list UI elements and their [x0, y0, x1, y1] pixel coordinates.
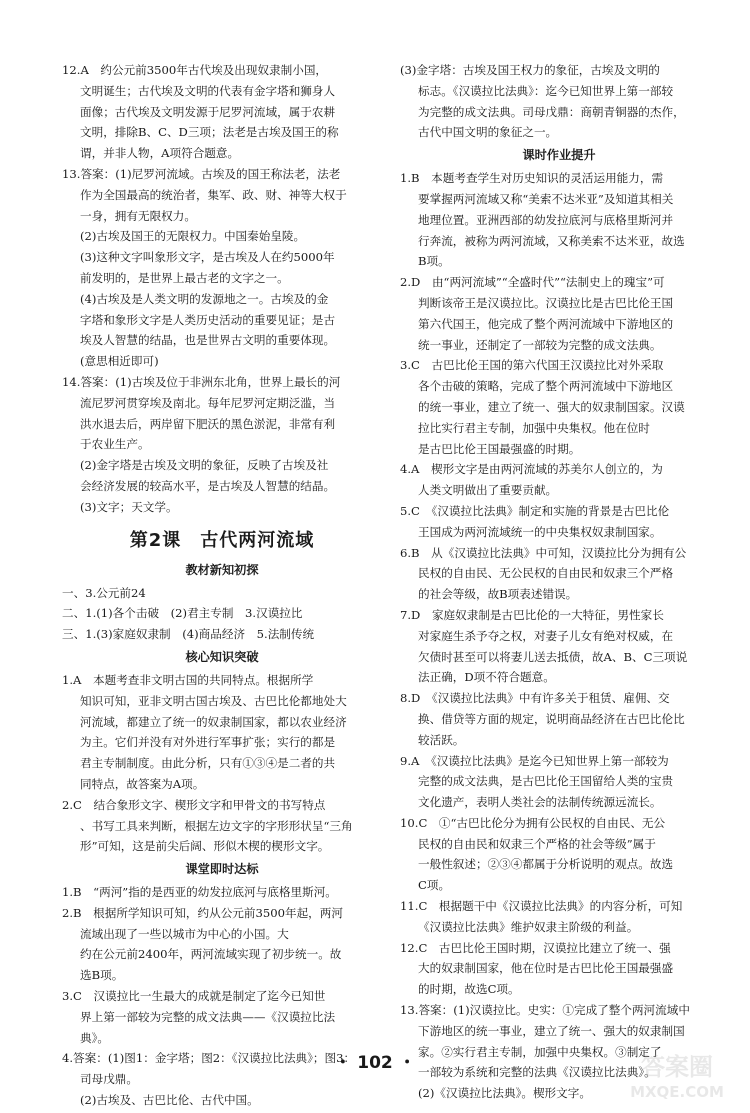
answer-line: 换、借贷等方面的规定，说明商品经济在古巴比伦比: [418, 711, 685, 726]
answer-line: 8.D 《汉谟拉比法典》中有许多关于租赁、雇佣、交: [400, 691, 670, 706]
answer-line: 约在公元前2400年，两河流域实现了初步统一。故: [80, 947, 342, 962]
text-line: (3)金字塔：古埃及国王权力的象征，古埃及文明的: [400, 63, 660, 77]
text-line: 二、1.(1)各个击破 (2)君主专制 3.汉谟拉比: [62, 606, 303, 621]
answer-line: 文明，排除B、C、D三项；法老是古埃及国王的称: [80, 125, 339, 140]
answer-item: [62, 164, 382, 372]
answer-line: 民权的自由民和奴隶三个严格的社会等级”属于: [418, 836, 656, 851]
answer-line: 完整的成文法典，是古巴比伦王国留给人类的宝贵: [418, 774, 674, 789]
answer-line: 10.C ①“古巴比伦分为拥有公民权的自由民、无公: [400, 815, 666, 830]
answer-line: 对家庭生杀予夺之权，对妻子儿女有绝对权威，在: [418, 628, 674, 643]
answer-line: 人类文明做出了重要贡献。: [418, 483, 558, 498]
answer-line: 同特点，故答案为A项。: [80, 776, 205, 791]
answer-line: 会经济发展的较高水平，是古埃及人智慧的结晶。: [80, 478, 336, 493]
answer-item: [400, 272, 718, 355]
answer-line: 前发明的，是世界上最古老的文字之一。: [80, 270, 289, 285]
answer-line: 知识可知，亚非文明古国古埃及、古巴比伦都地处大: [80, 693, 347, 708]
answer-line: (3)文字；天文学。: [80, 499, 178, 514]
answer-line: 作为全国最高的统治者，集军、政、财、神等大权于: [80, 187, 347, 202]
answer-line: 河流域，都建立了统一的奴隶制国家，都以农业经济: [80, 714, 347, 729]
answer-line: (2)《汉谟拉比法典》。楔形文字。: [418, 1086, 591, 1101]
answer-line: (3)这种文字叫象形文字，是古埃及人在约5000年: [80, 250, 335, 265]
answer-line: 法正确，D项不符合题意。: [418, 670, 555, 685]
answer-line: (4)古埃及是人类文明的发源地之一。古埃及的金: [80, 291, 329, 306]
left-column: [62, 60, 382, 1111]
right-column: [400, 60, 718, 1104]
answer-item: [62, 882, 382, 903]
answer-line: 13.答案：(1)汉谟拉比。史实：①完成了整个两河流域中: [400, 1003, 690, 1018]
answer-line: 一身，拥有无限权力。: [80, 208, 196, 223]
answer-line: (意思相近即可): [80, 354, 159, 369]
answer-line: 大的奴隶制国家，他在位时是古巴比伦王国最强盛: [418, 961, 674, 976]
section-title-homework: 课时作业提升: [522, 148, 596, 163]
answer-line: 1.A 本题考查非文明古国的共同特点。根据所学: [62, 672, 314, 687]
section-title-core-knowledge: 核心知识突破: [185, 649, 259, 664]
answer-line: 、书写工具来判断，根据左边文字的字形形状呈“三角: [80, 818, 353, 833]
answer-line: 12.C 古巴比伦王国时期，汉谟拉比建立了统一、强: [400, 940, 671, 955]
answer-line: (2)古埃及、古巴比伦、古代中国。: [80, 1093, 259, 1108]
answer-item: [400, 938, 718, 1000]
answer-line: 的社会等级，故B项表述错误。: [418, 587, 578, 602]
answer-item: [62, 372, 382, 518]
watermark-logo: [618, 1045, 736, 1105]
answer-line: 王国成为两河流域统一的中央集权奴隶制国家。: [418, 524, 662, 539]
answer-line: 行奔流，被称为两河流域，又称美索不达米亚，故选: [418, 233, 685, 248]
answer-line: 下游地区的统一事业，建立了统一、强大的奴隶制国: [418, 1023, 685, 1038]
answer-line: (2)金字塔是古埃及文明的象征，反映了古埃及社: [80, 458, 329, 473]
answer-item: [400, 501, 718, 543]
answer-line: 谓，并非人物，A项符合题意。: [80, 146, 240, 161]
answer-line: 3.C 汉谟拉比一生最大的成就是制定了迄今已知世: [62, 989, 326, 1004]
answer-line: 要掌握两河流域又称“美索不达米亚”及知道其相关: [418, 191, 674, 206]
answer-item: [62, 60, 382, 164]
answer-item: [400, 605, 718, 688]
answer-line: 为主。它们并没有对外进行军事扩张；实行的都是: [80, 735, 336, 750]
answer-line: 第六代国王，他完成了整个两河流域中下游地区的: [418, 316, 674, 331]
watermark-text-top: 答案圈: [641, 1053, 713, 1081]
answer-line: 一般性叙述；②③④都属于分析说明的观点。故选: [418, 857, 674, 872]
answer-item: [400, 751, 718, 813]
answer-line: 面像；古代埃及文明发源于尼罗河流域，属于农耕: [80, 104, 336, 119]
right-top-lines: [400, 60, 718, 143]
answer-item: [400, 459, 718, 501]
right-items: [400, 168, 718, 1104]
text-line: 三、1.(3)家庭奴隶制 (4)商品经济 5.法制传统: [62, 627, 315, 642]
answer-line: 典》。: [80, 1030, 109, 1045]
answer-item: [400, 896, 718, 938]
answer-line: 9.A 《汉谟拉比法典》是迄今已知世界上第一部较为: [400, 753, 669, 768]
section-title-class-practice: 课堂即时达标: [185, 862, 259, 877]
section1-lines: [62, 583, 382, 645]
section3-items: [62, 882, 382, 1111]
answer-line: 司母戊鼎。: [80, 1072, 138, 1087]
answer-line: 7.D 家庭奴隶制是古巴比伦的一大特征，男性家长: [400, 607, 664, 622]
text-line: 为完整的成文法典。司母戊鼎：商朝青铜器的杰作，: [418, 104, 685, 119]
answer-line: 的时期，故选C项。: [418, 982, 520, 997]
answer-line: 4.答案：(1)图1：金字塔；图2：《汉谟拉比法典》；图3：: [62, 1051, 356, 1066]
answer-line: 流域出现了一些以城市为中心的小国。大: [80, 926, 289, 941]
answer-line: 11.C 根据题干中《汉谟拉比法典》的内容分析，可知: [400, 899, 683, 914]
answer-line: 3.C 古巴比伦王国的第六代国王汉谟拉比对外采取: [400, 358, 664, 373]
answer-line: 界上第一部较为完整的成文法典——《汉谟拉比法: [80, 1009, 336, 1024]
answer-line: 4.A 楔形文字是由两河流域的苏美尔人创立的，为: [400, 462, 663, 477]
text-line: 标志。《汉谟拉比法典》：迄今已知世界上第一部较: [418, 83, 674, 98]
answer-line: 洪水退去后，两岸留下肥沃的黑色淤泥，非常有利: [80, 416, 336, 431]
answer-item: [400, 168, 718, 272]
answer-line: 6.B 从《汉谟拉比法典》中可知，汉谟拉比分为拥有公: [400, 545, 687, 560]
answer-line: 14.答案：(1)古埃及位于非洲东北角，世界上最长的河: [62, 374, 341, 389]
answer-line: 5.C 《汉谟拉比法典》制定和实施的背景是古巴比伦: [400, 503, 670, 518]
answer-line: C项。: [418, 878, 451, 893]
answer-line: 文明诞生；古代埃及文明的代表有金字塔和狮身人: [80, 83, 336, 98]
section2-items: [62, 670, 382, 857]
page-number: ・ 102 ・: [334, 1053, 416, 1073]
answer-line: 1.B 本题考查学生对历史知识的灵活运用能力，需: [400, 171, 664, 186]
text-line: 古代中国文明的象征之一。: [418, 125, 558, 140]
answer-line: 流尼罗河贯穿埃及南北。每年尼罗河定期泛滥，当: [80, 395, 336, 410]
answer-line: 民权的自由民、无公民权的自由民和奴隶三个严格: [418, 566, 674, 581]
answer-line: 12.A 约公元前3500年古代埃及出现奴隶制小国，: [62, 63, 328, 77]
answer-item: [62, 670, 382, 795]
answer-item: [62, 795, 382, 857]
answer-item: [400, 688, 718, 750]
answer-line: 的统一事业，建立了统一、强大的奴隶制国家。汉谟: [418, 399, 685, 414]
answer-line: 地理位置。亚洲西部的幼发拉底河与底格里斯河并: [418, 212, 674, 227]
answer-line: 于农业生产。: [80, 437, 150, 452]
answer-line: 统一事业，还制定了一部较为完整的成文法典。: [418, 337, 662, 352]
answer-line: (2)古埃及国王的无限权力。中国秦始皇陵。: [80, 229, 306, 244]
answer-line: 拉比实行君主专制，加强中央集权。他在位时: [418, 420, 650, 435]
answer-line: 2.C 结合象形文字、楔形文字和甲骨文的书写特点: [62, 797, 326, 812]
answer-line: 家。②实行君主专制，加强中央集权。③制定了: [418, 1044, 662, 1059]
answer-line: 选B项。: [80, 968, 124, 983]
answer-line: 是古巴比伦王国最强盛的时期。: [418, 441, 581, 456]
answer-line: 形”可知，这是前尖后阔、形似木楔的楔形文字。: [80, 839, 330, 854]
answer-line: 1.B “两河”指的是西亚的幼发拉底河与底格里斯河。: [62, 885, 337, 900]
answer-line: 13.答案：(1)尼罗河流域。古埃及的国王称法老，法老: [62, 166, 341, 181]
answer-line: 埃及人智慧的结晶，也是世界古文明的重要体现。: [80, 333, 336, 348]
watermark-text-bottom: MXQE.COM: [630, 1083, 724, 1101]
lesson-title: 第2课 古代两河流域: [129, 529, 315, 551]
answer-item: [62, 903, 382, 986]
answer-line: 君主专制制度。由此分析，只有①③④是二者的共: [80, 756, 336, 771]
answer-line: 文化遗产，表明人类社会的法制传统源远流长。: [418, 795, 662, 810]
answer-line: 2.B 根据所学知识可知，约从公元前3500年起，两河: [62, 905, 343, 920]
answer-line: B项。: [418, 254, 450, 269]
answer-line: 字塔和象形文字是人类历史活动的重要见证；是古: [80, 312, 336, 327]
text-line: 一、3.公元前24: [62, 585, 146, 600]
answer-line: 各个击破的策略，完成了整个两河流域中下游地区: [418, 379, 674, 394]
section-title-new-knowledge: 教材新知初探: [185, 562, 259, 577]
answer-item: [400, 813, 718, 896]
answer-line: 欠债时甚至可以将妻儿送去抵债，故A、B、C三项说: [418, 649, 688, 664]
answer-line: 较活跃。: [418, 732, 465, 747]
answer-item: [400, 355, 718, 459]
answer-line: 2.D 由“两河流域”“全盛时代”“法制史上的瑰宝”可: [400, 275, 665, 290]
answer-line: 一部较为系统和完整的法典《汉谟拉比法典》。: [418, 1065, 656, 1080]
answer-item: [400, 543, 718, 605]
left-top-items: [62, 60, 382, 518]
answer-item: [62, 986, 382, 1048]
answer-line: 判断该帝王是汉谟拉比。汉谟拉比是古巴比伦王国: [418, 295, 674, 310]
answer-line: 《汉谟拉比法典》维护奴隶主阶级的利益。: [418, 919, 639, 934]
